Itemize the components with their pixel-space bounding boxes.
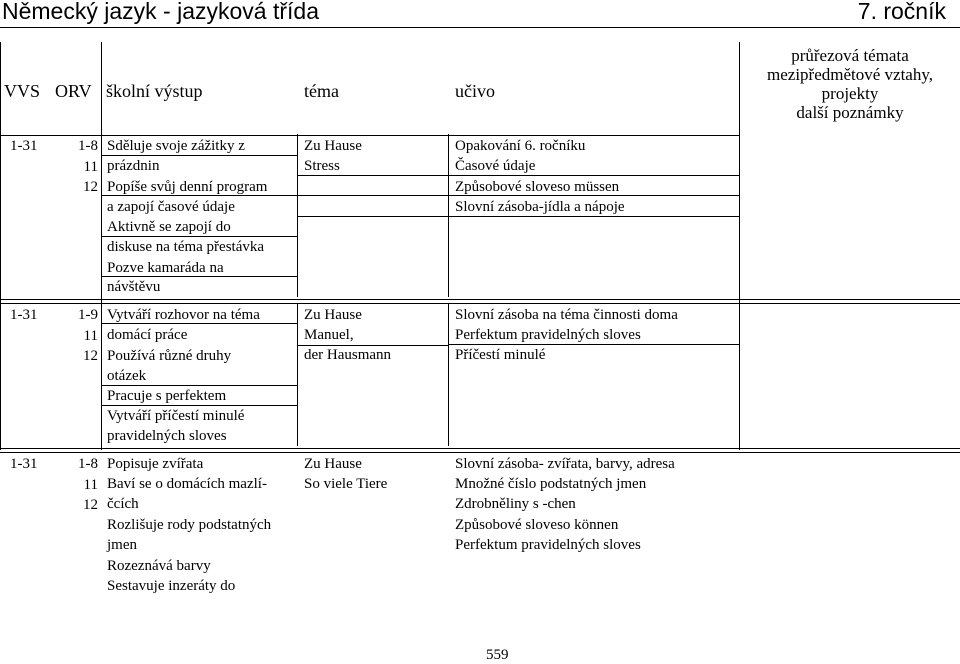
orv-cell: 11 <box>83 477 98 493</box>
content-line: Slovní zásoba-jídla a nápoje <box>455 199 625 215</box>
content-line: Způsobové sloveso müssen <box>455 179 620 195</box>
orv-cell: 11 <box>83 159 98 175</box>
outcome-line: diskuse na téma přestávka <box>107 239 265 255</box>
outcome-line: návštěvu <box>107 279 161 295</box>
col-header-cross-line: další poznámky <box>796 103 904 122</box>
outcome-line: Popíše svůj denní program <box>107 179 268 195</box>
outcome-line: Sděluje svoje zážitky z <box>107 138 245 154</box>
col-header-outcome: školní výstup <box>106 81 203 101</box>
col-header-cross-line: projekty <box>821 84 879 103</box>
content-line: Perfektum pravidelných sloves <box>455 327 641 343</box>
grade-label: 7. ročník <box>857 0 946 24</box>
topic-line: Zu Hause <box>304 307 362 323</box>
outcome-line: Popisuje zvířata <box>107 456 204 472</box>
content-line: Časové údaje <box>455 158 536 174</box>
content-line: Opakování 6. ročníku <box>455 138 586 154</box>
topic-line: So viele Tiere <box>304 476 388 492</box>
outcome-line: Vytváří rozhovor na téma <box>107 307 260 323</box>
outcome-line: Vytváří příčestí minulé <box>107 408 245 424</box>
orv-cell: 1-9 <box>78 307 98 323</box>
orv-cell: 12 <box>83 179 98 195</box>
col-header-vvs: VVS <box>4 81 41 101</box>
outcome-line: jmen <box>107 537 137 553</box>
topic-line: Zu Hause <box>304 138 362 154</box>
content-line: Slovní zásoba- zvířata, barvy, adresa <box>455 456 675 472</box>
col-header-topic: téma <box>304 81 339 101</box>
content-line: Množné číslo podstatných jmen <box>455 476 647 492</box>
col-header-content: učivo <box>455 81 495 101</box>
content-line: Slovní zásoba na téma činnosti doma <box>455 307 678 323</box>
orv-cell: 12 <box>83 348 98 364</box>
outcome-line: Používá různé druhy <box>107 348 232 364</box>
outcome-line: Rozlišuje rody podstatných <box>107 517 272 533</box>
page-number: 559 <box>486 647 509 663</box>
outcome-line: a zapojí časové údaje <box>107 199 235 215</box>
vvs-cell: 1-31 <box>10 307 38 323</box>
content-line: Zdrobněliny s -chen <box>455 496 576 512</box>
content-line: Perfektum pravidelných sloves <box>455 537 641 553</box>
outcome-line: čcích <box>107 496 139 512</box>
vvs-cell: 1-31 <box>10 456 38 472</box>
outcome-line: Aktivně se zapojí do <box>107 219 231 235</box>
document-title: Německý jazyk - jazyková třída <box>2 0 319 24</box>
topic-line: der Hausmann <box>304 347 392 363</box>
outcome-line: pravidelných sloves <box>107 428 227 444</box>
outcome-line: Pracuje s perfektem <box>107 388 227 404</box>
topic-line: Zu Hause <box>304 456 362 472</box>
outcome-line: otázek <box>107 368 147 384</box>
vvs-cell: 1-31 <box>10 138 38 154</box>
outcome-line: Rozeznává barvy <box>107 558 211 574</box>
content-line: Příčestí minulé <box>455 347 546 363</box>
header-rule <box>0 27 960 28</box>
col-header-orv: ORV <box>55 81 92 101</box>
orv-cell: 1-8 <box>78 138 98 154</box>
outcome-line: domácí práce <box>107 327 188 343</box>
outcome-line: prázdnin <box>107 158 160 174</box>
topic-line: Manuel, <box>304 327 354 343</box>
outcome-line: Pozve kamaráda na <box>107 260 224 276</box>
outcome-line: Baví se o domácích mazlí- <box>107 476 267 492</box>
orv-cell: 1-8 <box>78 456 98 472</box>
col-header-cross-line: mezipředmětové vztahy, <box>767 65 933 84</box>
orv-cell: 12 <box>83 497 98 513</box>
content-line: Způsobové sloveso können <box>455 517 619 533</box>
outcome-line: Sestavuje inzeráty do <box>107 578 236 594</box>
topic-line: Stress <box>304 158 340 174</box>
orv-cell: 11 <box>83 328 98 344</box>
col-header-cross-line: průřezová témata <box>791 46 909 65</box>
